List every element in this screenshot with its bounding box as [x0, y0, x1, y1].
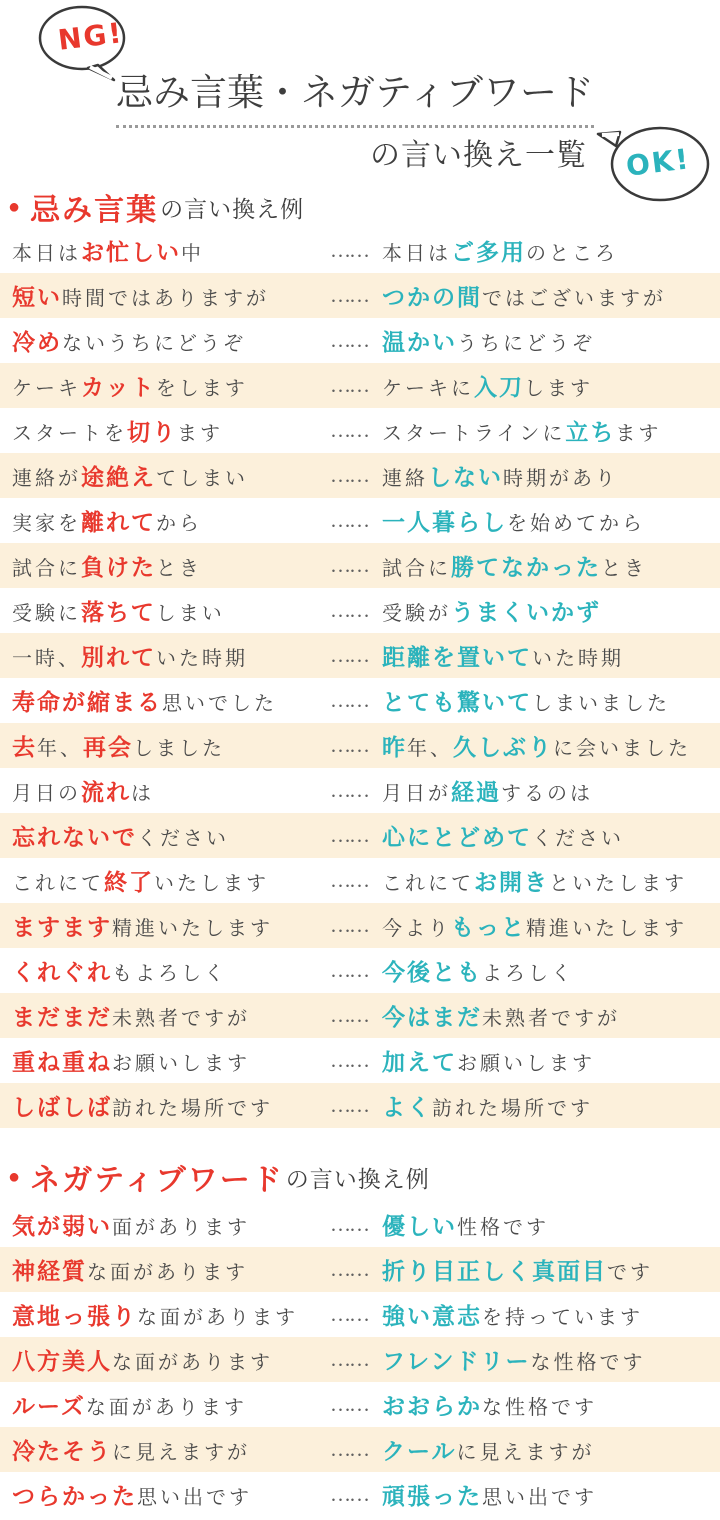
table-row — [0, 1382, 720, 1427]
highlight-word: 再会 — [83, 735, 133, 760]
ok-phrase — [382, 684, 720, 717]
ng-phrase — [12, 1298, 330, 1331]
ok-phrase — [382, 639, 720, 672]
highlight-word: 寿命が縮まる — [12, 690, 162, 715]
plain-text: これにて — [12, 873, 104, 895]
separator-dots: …… — [330, 1392, 368, 1416]
highlight-word: 別れて — [81, 645, 156, 670]
plain-text: 月日の — [12, 783, 81, 805]
table-row — [0, 678, 720, 723]
separator-dots: …… — [330, 508, 368, 532]
plain-text: します — [524, 378, 593, 400]
highlight-word: 離れて — [81, 510, 156, 535]
table-row — [0, 1247, 720, 1292]
highlight-word: しない — [428, 465, 503, 490]
ng-phrase — [12, 999, 330, 1032]
ok-phrase — [382, 774, 720, 807]
section-imikotoba — [0, 186, 720, 1128]
separator-dots: …… — [330, 1437, 368, 1461]
highlight-word: ますます — [12, 915, 112, 940]
ok-phrase — [382, 1388, 720, 1421]
highlight-word: 心にとどめて — [382, 825, 532, 850]
ok-phrase — [382, 369, 720, 402]
ok-phrase — [382, 999, 720, 1032]
plain-text: 思い出です — [482, 1487, 597, 1509]
highlight-word: お開き — [474, 870, 549, 895]
table-row — [0, 903, 720, 948]
plain-text: な性格です — [530, 1352, 646, 1374]
table-row — [0, 1038, 720, 1083]
highlight-word: 流れ — [81, 780, 131, 805]
header — [0, 0, 720, 186]
highlight-word: 落ちて — [81, 600, 156, 625]
highlight-word: 温かい — [382, 330, 457, 355]
plain-text: 訪れた場所です — [432, 1098, 593, 1120]
highlight-word: 切り — [127, 420, 177, 445]
plain-text: 時間ではありますが — [62, 288, 269, 310]
ok-phrase — [382, 864, 720, 897]
plain-text: 受験に — [12, 603, 81, 625]
ng-phrase — [12, 594, 330, 627]
highlight-word: おおらか — [382, 1394, 482, 1419]
plain-text: 本日は — [12, 243, 81, 265]
table-row — [0, 363, 720, 408]
table-row — [0, 273, 720, 318]
ok-phrase — [382, 234, 720, 267]
plain-text: 未熟者ですが — [112, 1008, 250, 1030]
highlight-word: もっと — [451, 915, 526, 940]
rewrite-table — [0, 228, 720, 1128]
plain-text: に見えますが — [112, 1442, 250, 1464]
plain-text: をします — [155, 378, 248, 400]
ok-phrase — [382, 819, 720, 852]
plain-text: しました — [133, 738, 225, 760]
section-negative-words — [0, 1152, 720, 1517]
separator-dots: …… — [330, 238, 368, 262]
highlight-word: 負けた — [81, 555, 156, 580]
section-title: 忌み言葉 — [30, 194, 159, 227]
page-subtitle: の言い換え一覧 — [370, 139, 587, 172]
highlight-word: 強い意志 — [382, 1304, 482, 1329]
table-row — [0, 1292, 720, 1337]
ok-phrase — [382, 414, 720, 447]
plain-text: 精進いたします — [112, 918, 273, 940]
ng-phrase — [12, 1089, 330, 1122]
plain-text: ケーキ — [12, 378, 81, 400]
ok-badge: OK! — [624, 142, 693, 183]
ok-phrase — [382, 1208, 720, 1241]
page-title: 忌み言葉・ネガティブワード — [116, 62, 594, 128]
ok-phrase — [382, 729, 720, 762]
rewrite-table — [0, 1202, 720, 1517]
separator-dots: …… — [330, 1003, 368, 1027]
highlight-word: うまくいかず — [451, 600, 601, 625]
table-row — [0, 858, 720, 903]
ng-phrase — [12, 1478, 330, 1511]
bullet-icon: ● — [8, 196, 21, 218]
plain-text: 性格です — [457, 1217, 549, 1239]
ng-phrase — [12, 729, 330, 762]
ok-phrase — [382, 1298, 720, 1331]
ok-phrase — [382, 594, 720, 627]
ng-phrase — [12, 684, 330, 717]
ok-phrase — [382, 1253, 720, 1286]
separator-dots: …… — [330, 958, 368, 982]
plain-text: な面があります — [85, 1397, 247, 1419]
highlight-word: 神経質 — [12, 1259, 87, 1284]
plain-text: いた時期 — [532, 648, 624, 670]
separator-dots: …… — [330, 1093, 368, 1117]
highlight-word: 短い — [12, 285, 62, 310]
plain-text: 今より — [382, 918, 451, 940]
highlight-word: 終了 — [104, 870, 154, 895]
table-row — [0, 948, 720, 993]
ng-phrase — [12, 1388, 330, 1421]
plain-text: ください — [137, 828, 229, 850]
separator-dots: …… — [330, 1302, 368, 1326]
table-row — [0, 813, 720, 858]
ok-phrase — [382, 1478, 720, 1511]
separator-dots: …… — [330, 283, 368, 307]
section-title: ネガティブワード — [30, 1164, 284, 1197]
highlight-word: まだまだ — [12, 1005, 112, 1030]
separator-dots: …… — [330, 1257, 368, 1281]
separator-dots: …… — [330, 598, 368, 622]
plain-text: 実家を — [12, 513, 81, 535]
highlight-word: 距離を置いて — [382, 645, 532, 670]
separator-dots: …… — [330, 418, 368, 442]
highlight-word: 立ち — [565, 420, 616, 445]
plain-text: 月日が — [382, 783, 451, 805]
plain-text: スタートを — [12, 423, 127, 445]
highlight-word: フレンドリー — [382, 1349, 531, 1374]
ok-phrase — [382, 549, 720, 582]
highlight-word: つらかった — [12, 1484, 137, 1509]
ok-phrase — [382, 459, 720, 492]
table-row — [0, 498, 720, 543]
plain-text: な面があります — [87, 1262, 248, 1284]
plain-text: するのは — [501, 783, 593, 805]
highlight-word: ルーズ — [12, 1394, 86, 1419]
highlight-word: 加えて — [382, 1050, 457, 1075]
plain-text: を持っています — [482, 1307, 643, 1329]
table-row — [0, 588, 720, 633]
ok-phrase — [382, 954, 720, 987]
ng-phrase — [12, 1253, 330, 1286]
ng-phrase — [12, 549, 330, 582]
plain-text: スタートラインに — [382, 423, 566, 445]
separator-dots: …… — [330, 1048, 368, 1072]
plain-text: な性格です — [482, 1397, 597, 1419]
highlight-word: 経過 — [451, 780, 501, 805]
plain-text: 受験が — [382, 603, 451, 625]
plain-text: な面があります — [137, 1307, 298, 1329]
ng-phrase — [12, 639, 330, 672]
table-row — [0, 1472, 720, 1517]
separator-dots: …… — [330, 328, 368, 352]
plain-text: ます — [615, 423, 662, 445]
plain-text: 思い出です — [137, 1487, 252, 1509]
ok-phrase — [382, 324, 720, 357]
highlight-word: よく — [382, 1095, 432, 1120]
plain-text: 連絡が — [12, 468, 81, 490]
ng-phrase — [12, 1433, 330, 1466]
highlight-word: 優しい — [382, 1214, 457, 1239]
separator-dots: …… — [330, 463, 368, 487]
ng-phrase — [12, 279, 330, 312]
plain-text: ます — [177, 423, 223, 445]
bullet-icon: ● — [8, 1166, 21, 1188]
highlight-word: ご多用 — [451, 240, 526, 265]
plain-text: 時期があり — [503, 468, 618, 490]
plain-text: 精進いたします — [526, 918, 687, 940]
ng-phrase — [12, 1343, 330, 1376]
table-row — [0, 993, 720, 1038]
separator-dots: …… — [330, 688, 368, 712]
plain-text: 試合に — [382, 558, 451, 580]
plain-text: 一時、 — [12, 648, 81, 670]
plain-text: うちにどうぞ — [457, 333, 595, 355]
ng-phrase — [12, 369, 330, 402]
highlight-word: 重ね重ね — [12, 1050, 112, 1075]
plain-text: 面があります — [112, 1217, 250, 1239]
plain-text: を始めてから — [507, 513, 645, 535]
ng-phrase — [12, 1208, 330, 1241]
highlight-word: お忙しい — [81, 240, 181, 265]
table-row — [0, 633, 720, 678]
plain-text: お願いします — [457, 1053, 595, 1075]
plain-text: といたします — [549, 873, 687, 895]
plain-text: とき — [156, 558, 202, 580]
ng-phrase — [12, 459, 330, 492]
ng-phrase — [12, 324, 330, 357]
plain-text: 連絡 — [382, 468, 428, 490]
table-row — [0, 1427, 720, 1472]
plain-text: 思いでした — [162, 693, 277, 715]
ok-speech-bubble — [594, 122, 714, 206]
plain-text: ケーキに — [382, 378, 474, 400]
ok-phrase — [382, 1089, 720, 1122]
plain-text: お願いします — [112, 1053, 250, 1075]
table-row — [0, 1083, 720, 1128]
ng-phrase — [12, 864, 330, 897]
table-row — [0, 1337, 720, 1382]
ok-phrase — [382, 504, 720, 537]
separator-dots: …… — [330, 373, 368, 397]
plain-text: ないうちにどうぞ — [62, 333, 246, 355]
plain-text: は — [131, 783, 154, 805]
highlight-word: くれぐれ — [12, 960, 112, 985]
table-row — [0, 453, 720, 498]
plain-text: もよろしく — [112, 963, 227, 985]
table-row — [0, 228, 720, 273]
highlight-word: 昨 — [382, 735, 407, 760]
highlight-word: クール — [382, 1439, 457, 1464]
highlight-word: 冷たそう — [12, 1439, 112, 1464]
highlight-word: 頑張った — [382, 1484, 482, 1509]
highlight-word: 今後とも — [382, 960, 482, 985]
table-row — [0, 543, 720, 588]
highlight-word: とても驚いて — [382, 690, 532, 715]
separator-dots: …… — [330, 733, 368, 757]
separator-dots: …… — [330, 778, 368, 802]
highlight-word: カット — [81, 375, 156, 400]
plain-text: な面があります — [112, 1352, 273, 1374]
table-row — [0, 318, 720, 363]
plain-text: 年、 — [37, 738, 83, 760]
ok-phrase — [382, 1044, 720, 1077]
plain-text: ください — [532, 828, 624, 850]
plain-text: に会いました — [553, 738, 691, 760]
plain-text: てしまい — [156, 468, 248, 490]
highlight-word: 折り目正しく真面目 — [382, 1259, 607, 1284]
plain-text: とき — [601, 558, 647, 580]
highlight-word: 冷め — [12, 330, 62, 355]
plain-text: 本日は — [382, 243, 451, 265]
plain-text: これにて — [382, 873, 474, 895]
highlight-word: 去 — [12, 735, 37, 760]
table-row — [0, 768, 720, 813]
separator-dots: …… — [330, 1482, 368, 1506]
ng-phrase — [12, 909, 330, 942]
highlight-word: しばしば — [12, 1095, 112, 1120]
highlight-word: 意地っ張り — [12, 1304, 137, 1329]
ok-phrase — [382, 279, 720, 312]
plain-text: 中 — [181, 243, 204, 265]
plain-text: 訪れた場所です — [112, 1098, 273, 1120]
section-header — [0, 1152, 720, 1202]
plain-text: よろしく — [482, 963, 574, 985]
separator-dots: …… — [330, 643, 368, 667]
plain-text: いた時期 — [156, 648, 248, 670]
section-title-suffix: の言い換え例 — [160, 196, 305, 222]
ng-phrase — [12, 234, 330, 267]
separator-dots: …… — [330, 913, 368, 937]
ng-phrase — [12, 1044, 330, 1077]
highlight-word: 八方美人 — [12, 1349, 112, 1374]
ng-badge: NG! — [56, 16, 125, 57]
plain-text: 試合に — [12, 558, 81, 580]
table-row — [0, 723, 720, 768]
separator-dots: …… — [330, 868, 368, 892]
highlight-word: 忘れないで — [12, 825, 137, 850]
plain-text: に見えますが — [456, 1442, 595, 1464]
separator-dots: …… — [330, 1347, 368, 1371]
ok-phrase — [382, 1343, 720, 1376]
highlight-word: 入刀 — [474, 375, 524, 400]
separator-dots: …… — [330, 553, 368, 577]
ng-phrase — [12, 504, 330, 537]
highlight-word: つかの間 — [382, 285, 482, 310]
plain-text: から — [156, 513, 202, 535]
ok-phrase — [382, 909, 720, 942]
table-row — [0, 408, 720, 453]
ng-phrase — [12, 954, 330, 987]
ng-phrase — [12, 414, 330, 447]
ng-phrase — [12, 819, 330, 852]
plain-text: 年、 — [407, 738, 453, 760]
highlight-word: 久しぶり — [453, 735, 553, 760]
plain-text: いたします — [154, 873, 269, 895]
highlight-word: 気が弱い — [12, 1214, 112, 1239]
plain-text: しまいました — [532, 693, 670, 715]
table-row — [0, 1202, 720, 1247]
plain-text: のところ — [526, 243, 618, 265]
plain-text: です — [607, 1262, 653, 1284]
plain-text: しまい — [155, 603, 225, 625]
highlight-word: 今はまだ — [382, 1005, 482, 1030]
ng-phrase — [12, 774, 330, 807]
highlight-word: 一人暮らし — [382, 510, 507, 535]
separator-dots: …… — [330, 1212, 368, 1236]
plain-text: 未熟者ですが — [482, 1008, 620, 1030]
separator-dots: …… — [330, 823, 368, 847]
ok-phrase — [382, 1433, 720, 1466]
highlight-word: 途絶え — [81, 465, 156, 490]
plain-text: ではございますが — [482, 288, 666, 310]
section-title-suffix: の言い換え例 — [285, 1166, 430, 1192]
highlight-word: 勝てなかった — [451, 555, 601, 580]
